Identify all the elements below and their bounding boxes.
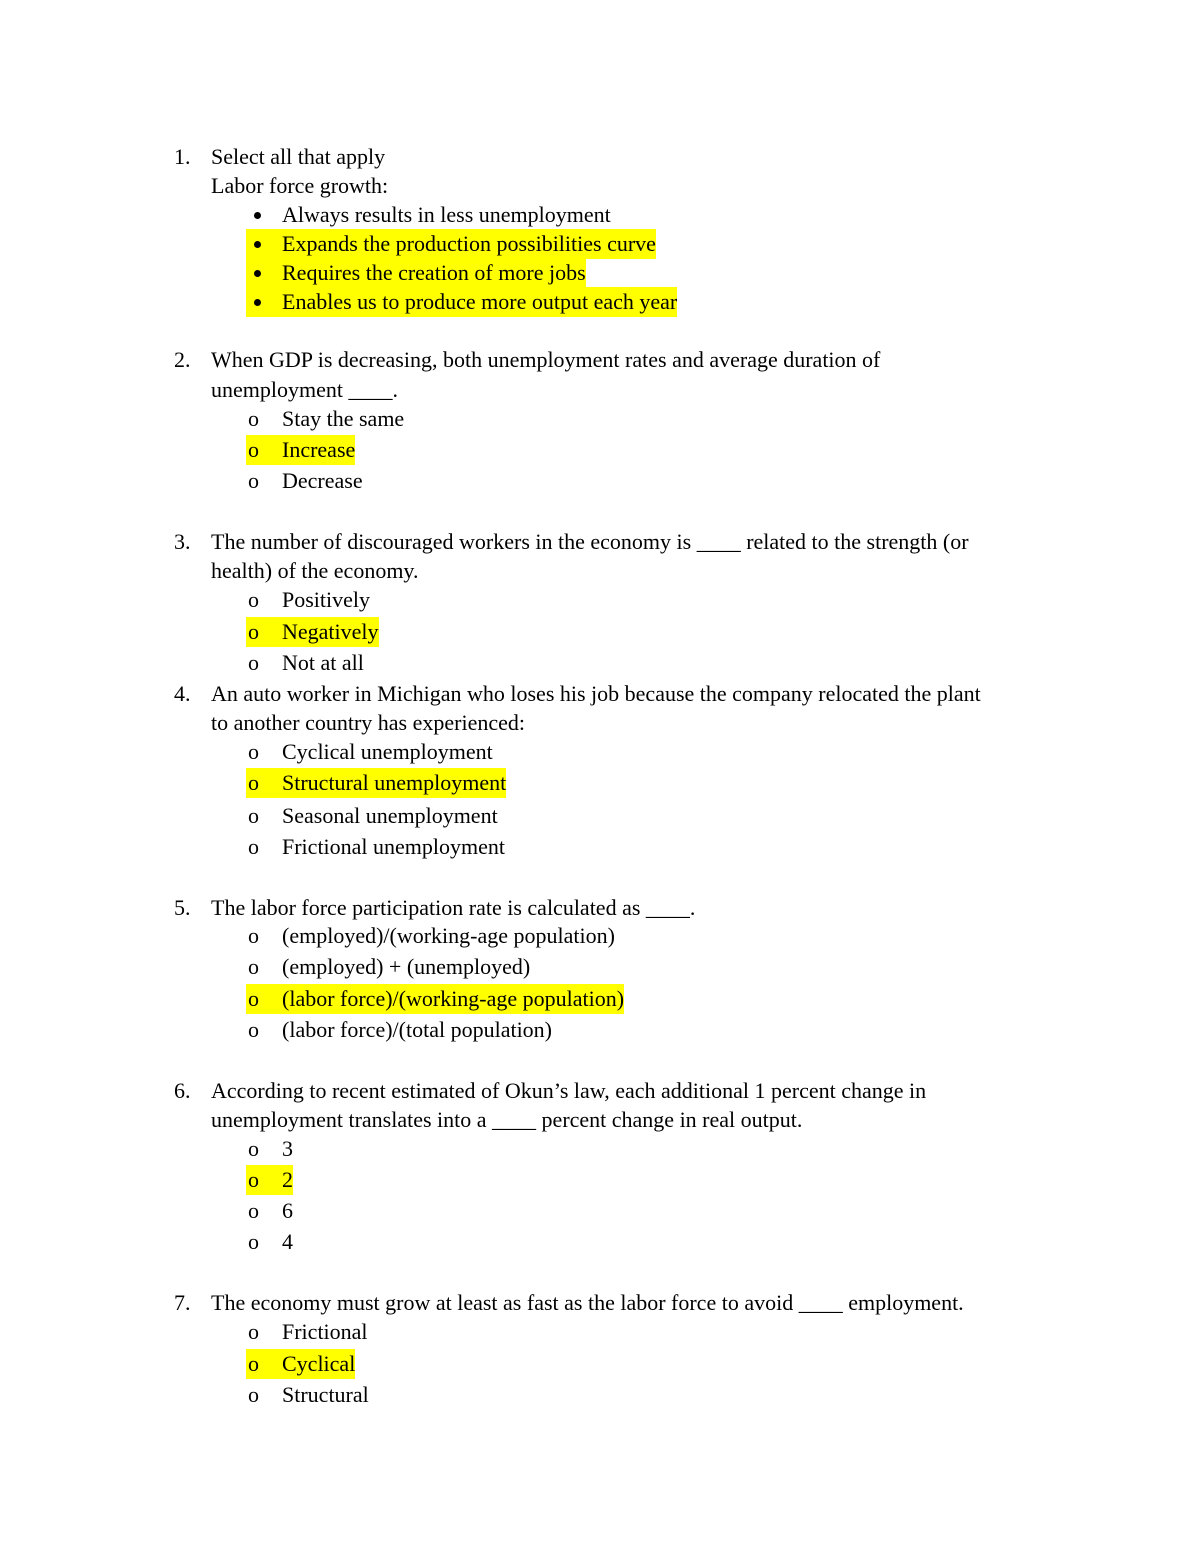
circle-bullet-icon: o (246, 1349, 282, 1379)
answer-option: Always results in less unemployment (246, 200, 611, 230)
question-text: When GDP is decreasing, both unemployment rates and average duration of (211, 347, 881, 372)
circle-bullet-icon: o (248, 587, 259, 612)
question-number: 5. (174, 895, 191, 920)
question-text: unemployment ____. (211, 377, 398, 402)
circle-bullet-icon: o (246, 435, 282, 465)
answer-option: o Stay the same (246, 404, 404, 434)
circle-bullet-icon: o (248, 834, 259, 859)
circle-bullet-icon: o (248, 739, 259, 764)
circle-bullet-icon: o (246, 1165, 282, 1195)
answer-option: o Cyclical unemployment (246, 737, 493, 767)
question-text: The labor force participation rate is calculated as ____. (211, 895, 696, 920)
answer-option-highlighted: o (labor force)/(working-age population) (246, 984, 624, 1014)
bullet-icon (246, 258, 282, 288)
question-text: An auto worker in Michigan who loses his job because the company relocated the plant (211, 681, 981, 706)
answer-option-highlighted: o Cyclical (246, 1349, 355, 1379)
circle-bullet-icon: o (248, 923, 259, 948)
question-text: unemployment translates into a ____ percent change in real output. (211, 1107, 803, 1132)
circle-bullet-icon: o (248, 1136, 259, 1161)
answer-option: o Not at all (246, 648, 364, 678)
answer-option-highlighted: o Increase (246, 435, 355, 465)
circle-bullet-icon: o (248, 1382, 259, 1407)
circle-bullet-icon: o (246, 984, 282, 1014)
circle-bullet-icon: o (246, 617, 282, 647)
question-text: According to recent estimated of Okun’s law, each additional 1 percent change in (211, 1078, 927, 1103)
circle-bullet-icon: o (248, 650, 259, 675)
answer-option: o Seasonal unemployment (246, 801, 498, 831)
answer-option-highlighted: Requires the creation of more jobs (246, 258, 586, 288)
answer-option-highlighted: Expands the production possibilities curve (246, 229, 656, 259)
answer-option: o 3 (246, 1134, 293, 1164)
answer-option: o Positively (246, 585, 370, 615)
question-number: 7. (174, 1290, 191, 1315)
circle-bullet-icon: o (248, 1198, 259, 1223)
bullet-icon (246, 200, 282, 230)
answer-option: o (employed)/(working-age population) (246, 921, 615, 951)
circle-bullet-icon: o (248, 954, 259, 979)
answer-option-highlighted: o Structural unemployment (246, 768, 506, 798)
answer-option: o (employed) + (unemployed) (246, 952, 530, 982)
circle-bullet-icon: o (248, 1017, 259, 1042)
answer-option: o Frictional unemployment (246, 832, 505, 862)
circle-bullet-icon: o (248, 468, 259, 493)
circle-bullet-icon: o (248, 803, 259, 828)
answer-option: o 4 (246, 1227, 293, 1257)
question-number: 2. (174, 347, 191, 372)
circle-bullet-icon: o (248, 1319, 259, 1344)
question-text: Labor force growth: (211, 173, 389, 198)
bullet-icon (246, 287, 282, 317)
question-number: 6. (174, 1078, 191, 1103)
question-text: to another country has experienced: (211, 710, 525, 735)
question-number: 4. (174, 681, 191, 706)
question-text: Select all that apply (211, 144, 386, 169)
bullet-icon (246, 229, 282, 259)
question-text: The number of discouraged workers in the economy is ____ related to the strength (or (211, 529, 969, 554)
circle-bullet-icon: o (248, 1229, 259, 1254)
question-number: 1. (174, 144, 191, 169)
answer-option: o Frictional (246, 1317, 368, 1347)
question-text: health) of the economy. (211, 558, 419, 583)
circle-bullet-icon: o (246, 768, 282, 798)
circle-bullet-icon: o (248, 406, 259, 431)
question-number: 3. (174, 529, 191, 554)
answer-option-highlighted: Enables us to produce more output each year (246, 287, 677, 317)
answer-option-highlighted: o 2 (246, 1165, 293, 1195)
answer-option: o Decrease (246, 466, 363, 496)
answer-option: o 6 (246, 1196, 293, 1226)
answer-option-highlighted: o Negatively (246, 617, 379, 647)
answer-option: o (labor force)/(total population) (246, 1015, 552, 1045)
answer-option: o Structural (246, 1380, 369, 1410)
question-text: The economy must grow at least as fast as the labor force to avoid ____ employment. (211, 1290, 964, 1315)
